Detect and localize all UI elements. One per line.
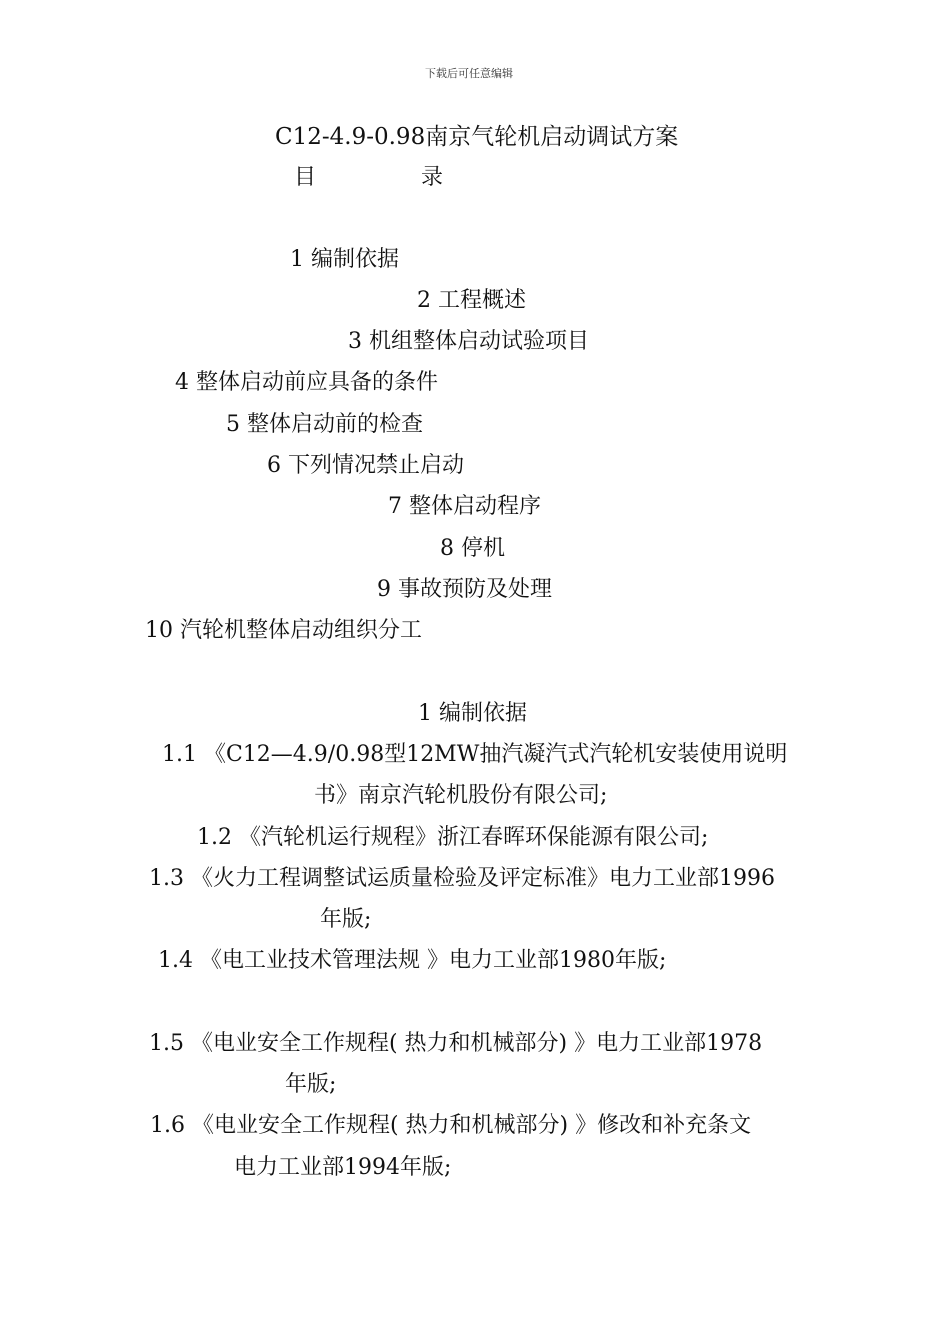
toc-item: 8 停机 [440,536,505,561]
reference-line: 1.1 《C12—4.9/0.98型12MW抽汽凝汽式汽轮机安装使用说明 [162,742,788,767]
toc-heading-left: 目 [294,165,317,190]
toc-item: 1 编制依据 [290,247,399,272]
document-title: C12-4.9-0.98南京气轮机启动调试方案 [275,124,679,150]
toc-item: 2 工程概述 [417,288,526,313]
reference-line: 书》南京汽轮机股份有限公司; [314,783,608,808]
reference-line: 1.4 《电工业技术管理法规 》电力工业部1980年版; [158,948,667,973]
toc-heading-right: 录 [421,165,444,190]
reference-line: 年版; [285,1072,337,1097]
section-heading: 1 编制依据 [418,701,527,726]
reference-line: 电力工业部1994年版; [234,1155,452,1180]
reference-line: 1.6 《电业安全工作规程( 热力和机械部分) 》修改和补充条文 [150,1113,752,1138]
toc-item: 9 事故预防及处理 [377,577,552,602]
header-note: 下载后可任意编辑 [425,67,513,80]
reference-line: 年版; [320,907,372,932]
toc-item: 6 下列情况禁止启动 [267,453,464,478]
reference-line: 1.3 《火力工程调整试运质量检验及评定标准》电力工业部1996 [149,866,775,891]
toc-item: 3 机组整体启动试验项目 [348,329,589,354]
reference-line: 1.2 《汽轮机运行规程》浙江春晖环保能源有限公司; [197,825,709,850]
reference-line: 1.5 《电业安全工作规程( 热力和机械部分) 》电力工业部1978 [149,1031,763,1056]
toc-item: 7 整体启动程序 [388,494,541,519]
toc-item: 10 汽轮机整体启动组织分工 [145,618,422,643]
toc-item: 4 整体启动前应具备的条件 [175,370,438,395]
toc-item: 5 整体启动前的检查 [226,412,423,437]
